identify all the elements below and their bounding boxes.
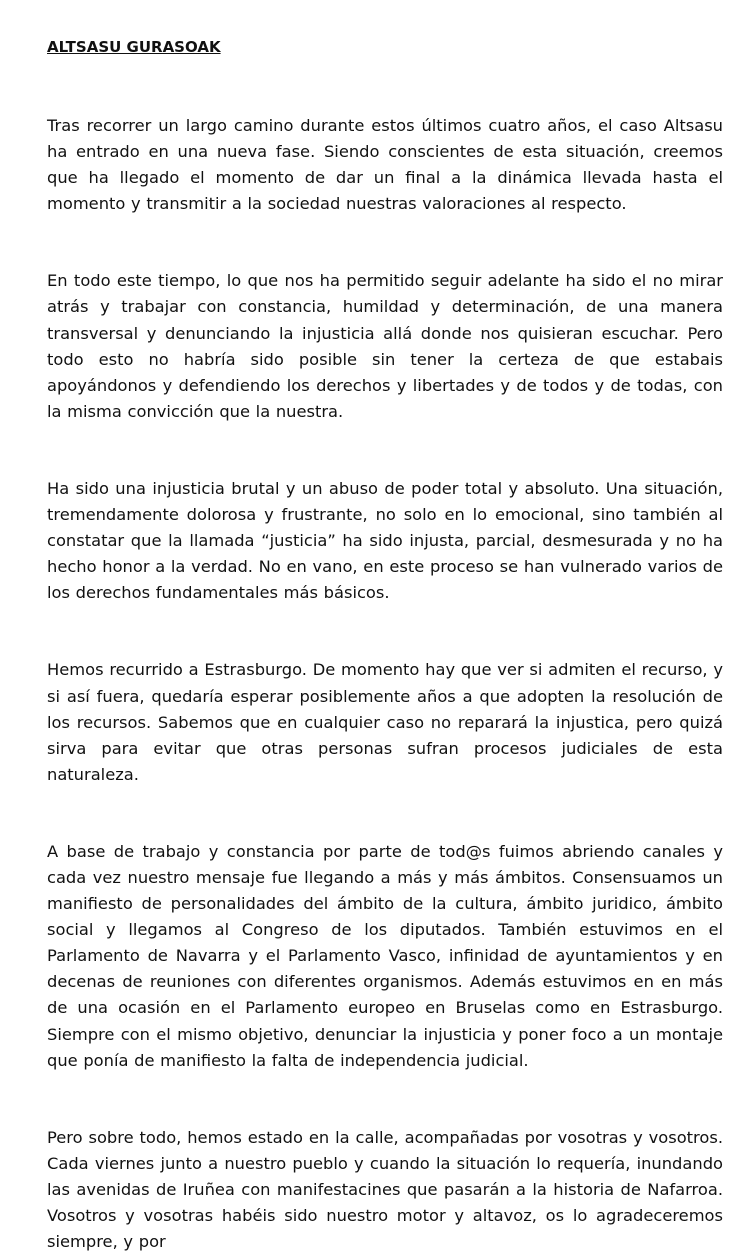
paragraph-2: En todo este tiempo, lo que nos ha permitido seguir adelante ha sido el no mirar atrás y trabajar con constancia, humildad y determinación, de una manera transversal y denunciando la injusticia allá donde nos quisieran escuchar. Pero todo esto no habría sido posible sin tener la certeza de que estabais apoyándonos y defendiendo los derechos y libertades y de todos y de todas, con la misma convicción que la nuestra. [47,271,723,421]
paragraph-4: Hemos recurrido a Estrasburgo. De momento hay que ver si admiten el recurso, y si así fuera, quedaría esperar posiblemente años a que adopten la resolución de los recursos. Sabemos que en cualquier caso no reparará la injustica, pero quizá sirva para evitar que otras personas sufran procesos judiciales de esta naturaleza. [47,660,723,784]
paragraph-6: Pero sobre todo, hemos estado en la calle, acompañadas por vosotras y vosotros. Cada viernes junto a nuestro pueblo y cuando la situación lo requería, inundando las avenidas de Iruñea con manifestacines que pasarán a la historia de Nafarroa. Vosotros y vosotras habéis sido nuestro motor y altavoz, os lo agradeceremos siempre, y por [47,1127,723,1252]
paragraph-5: A base de trabajo y constancia por parte de tod@s fuimos abriendo canales y cada vez nuestro mensaje fue llegando a más y más ámbitos. Consensuamos un manifiesto de personalidades del ámbito de la cultura, ámbito juridico, ámbito social y llegamos al Congreso de los diputados. También estuvimos en el Parlamento de Navarra y el Parlamento Vasco, infinidad de ayuntamientos y en decenas de reuniones con diferentes organismos. Además estuvimos en en más de una ocasión en el Parlamento europeo en Bruselas como en Estrasburgo. Siempre con el mismo objetivo, denunciar la injusticia y poner foco a un montaje que ponía de manifiesto la falta de independencia judicial. [47,841,723,1070]
document-title: ALTSASU GURASOAK [47,38,221,56]
paragraph-3: Ha sido una injusticia brutal y un abuso de poder total y absoluto. Una situación, tremendamente dolorosa y frustrante, no solo en lo emocional, sino también al constatar que la llamada “justicia” ha sido injusta, parcial, desmesurada y no ha hecho honor a la verdad. No en vano, en este proceso se han vulnerado varios de los derechos fundamentales más básicos. [47,478,723,603]
paragraph-1: Tras recorrer un largo camino durante estos últimos cuatro años, el caso Altsasu ha entrado en una nueva fase. Siendo conscientes de esta situación, creemos que ha llegado el momento de dar un final a la dinámica llevada hasta el momento y transmitir a la sociedad nuestras valoraciones al respecto. [47,116,723,214]
document-page [47,34,723,1255]
